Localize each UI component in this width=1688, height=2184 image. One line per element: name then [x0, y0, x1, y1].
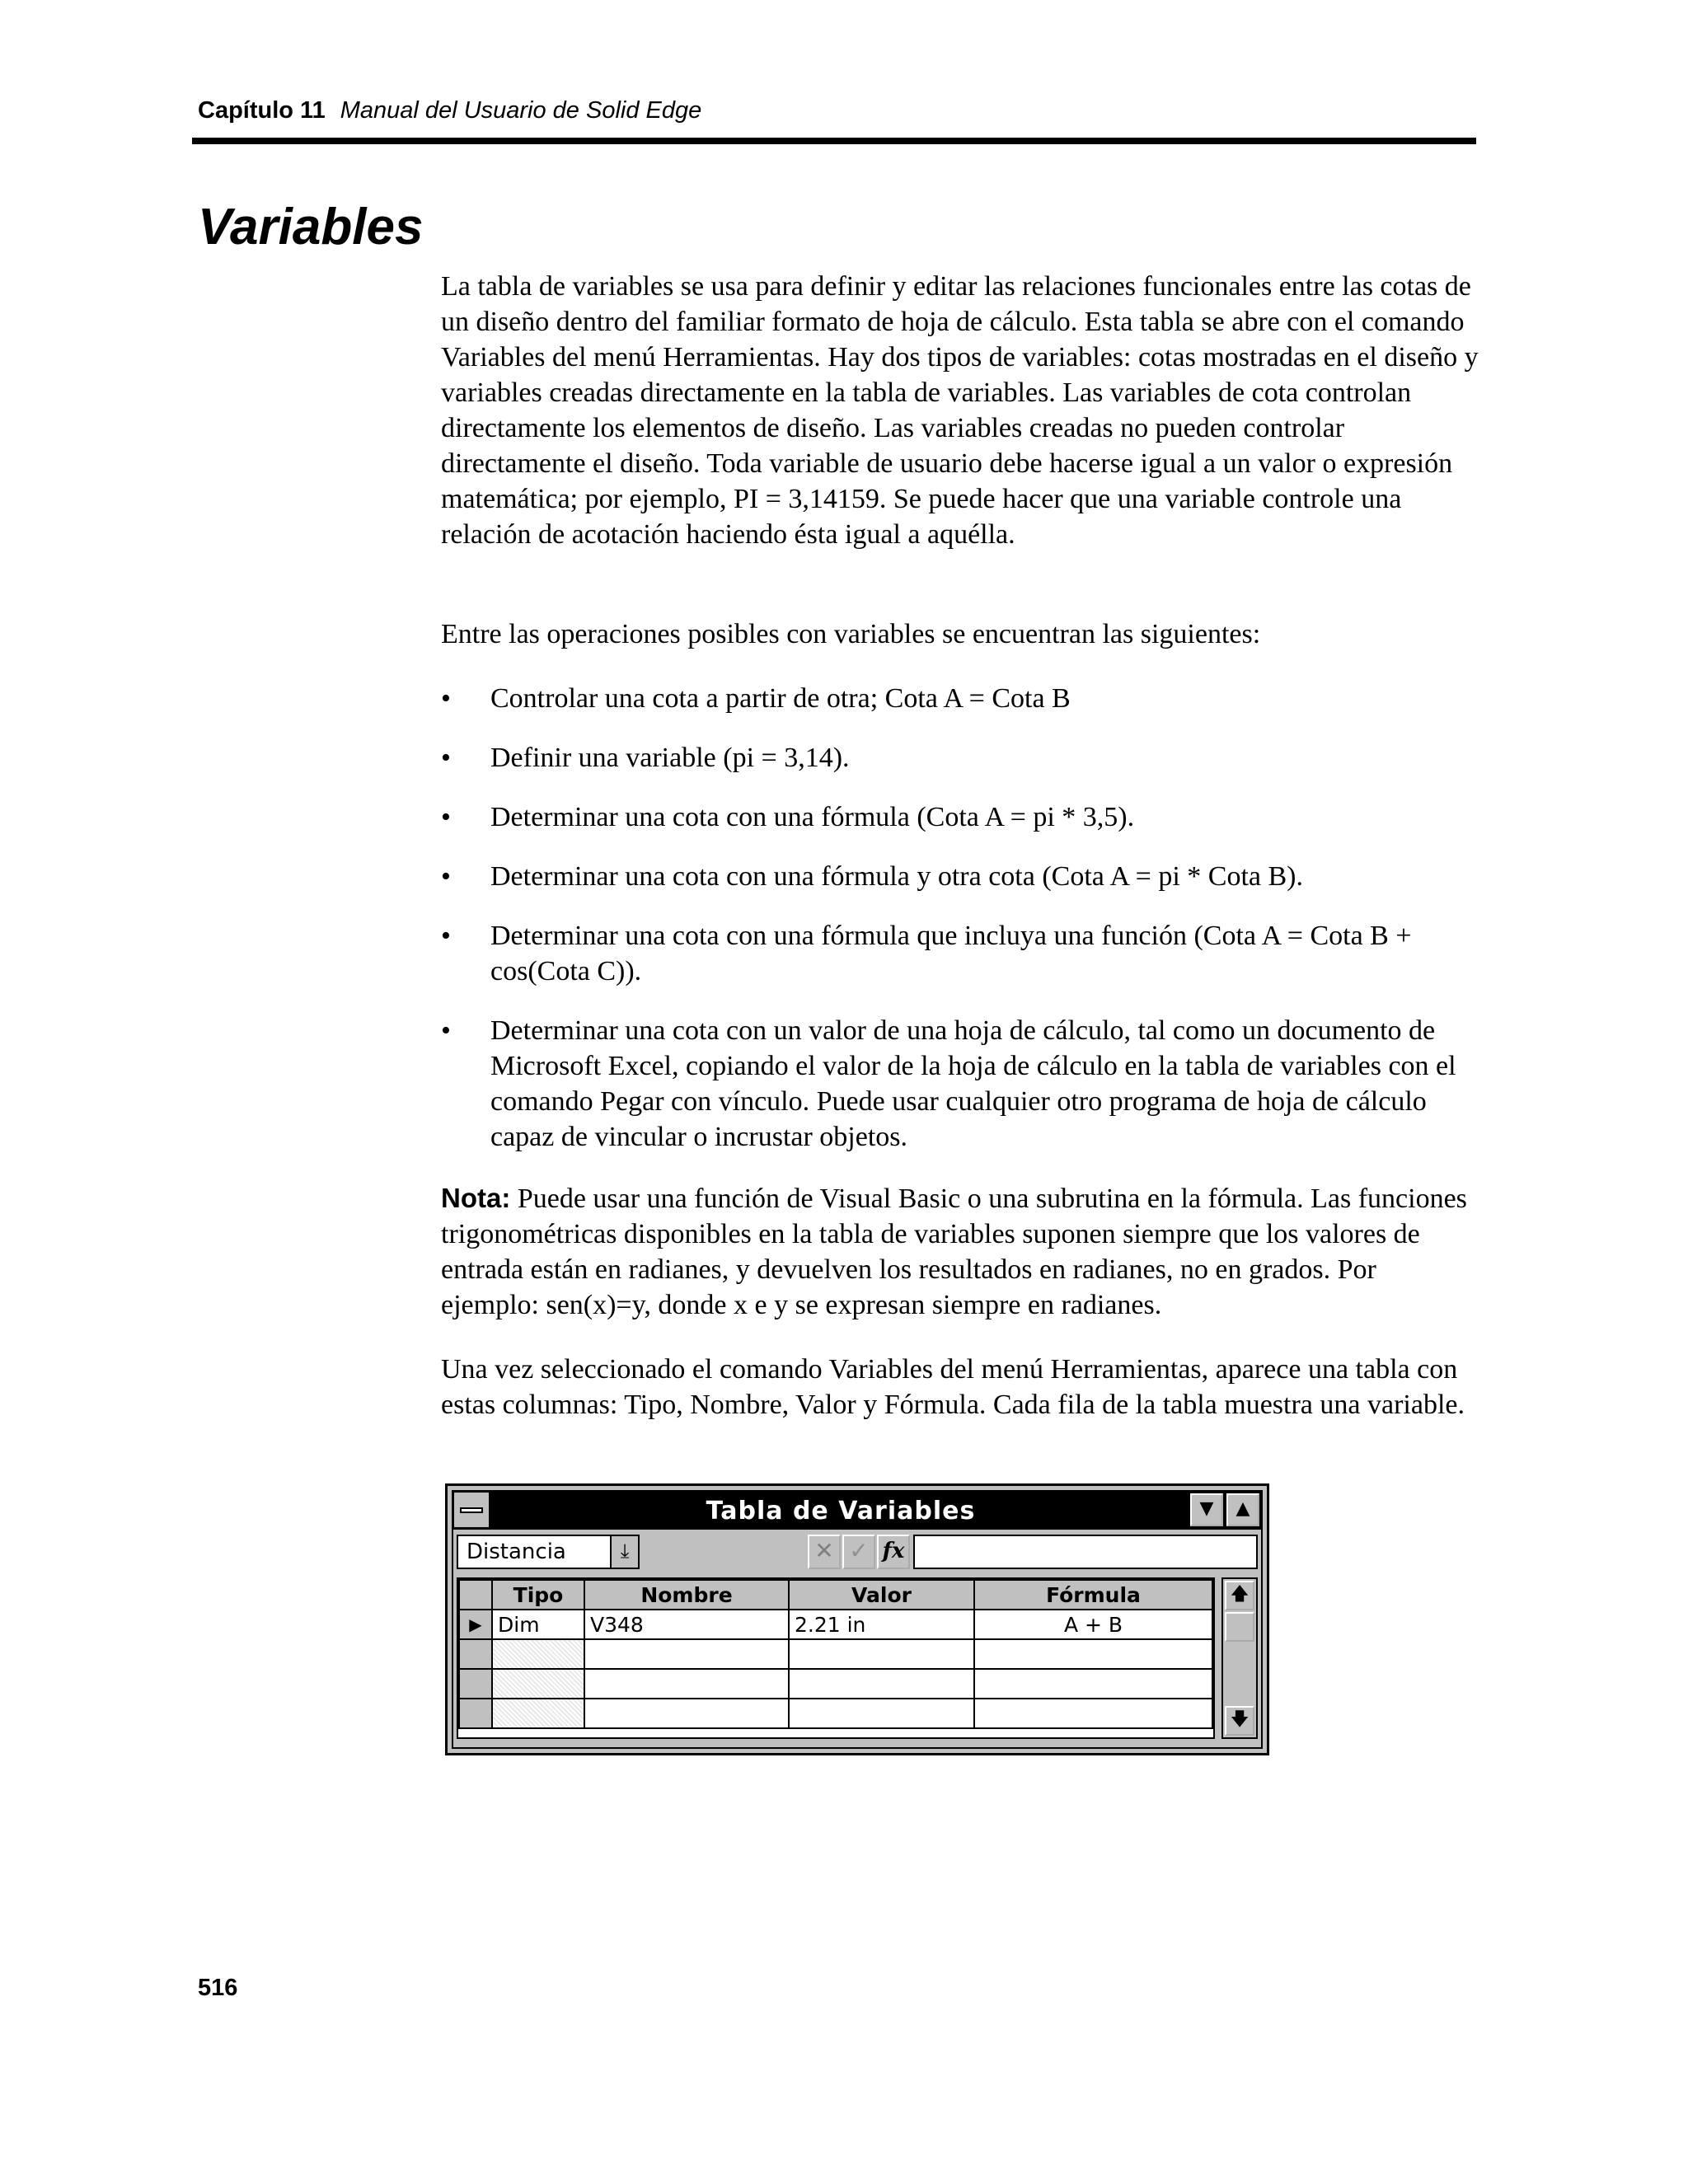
page-number: 516 [198, 1975, 238, 2001]
variables-table [458, 1579, 1213, 1729]
cell-tipo[interactable]: Dim [492, 1610, 584, 1639]
system-menu-bar [460, 1507, 483, 1513]
operations-list [441, 681, 1479, 1179]
column-header-formula[interactable]: Fórmula [974, 1580, 1212, 1610]
cell-nombre[interactable] [584, 1639, 789, 1669]
table-row[interactable] [459, 1639, 1212, 1669]
cancel-x-icon[interactable]: ✕ [808, 1535, 841, 1569]
list-item-text: Determinar una cota con una fórmula y otra cota (Cota A = pi * Cota B). [490, 861, 1303, 892]
scroll-thumb[interactable] [1225, 1612, 1254, 1642]
list-item-text: Determinar una cota con una fórmula (Cota A = pi * 3,5). [490, 802, 1135, 832]
row-header[interactable] [459, 1669, 492, 1699]
list-item [441, 1013, 1479, 1155]
list-item [441, 740, 1479, 776]
bullet-glyph: • [441, 861, 451, 892]
list-item-text: Definir una variable (pi = 3,14). [490, 743, 850, 773]
operations-intro: Entre las operaciones posibles con variables se encuentran las siguientes: [441, 619, 1261, 649]
cell-tipo[interactable] [492, 1639, 584, 1669]
maximize-icon[interactable]: ▲ [1226, 1493, 1259, 1526]
cell-valor[interactable] [789, 1639, 974, 1669]
note-label: Nota: [441, 1183, 511, 1213]
minimize-icon[interactable]: ▼ [1190, 1493, 1223, 1526]
cell-formula[interactable]: A + B [974, 1610, 1212, 1639]
list-item-text: Determinar una cota con un valor de una hoja de cálculo, tal como un documento de Microsoft Excel, copiando el valor de la hoja de cálculo en la tabla de variables con el comando Pegar con vínculo. Puede usar cualquier otro programa de hoja de cálculo capaz de vincular o incrustar objetos. [490, 1015, 1456, 1152]
note-paragraph [441, 1180, 1479, 1323]
filter-select[interactable]: Distancia [457, 1535, 613, 1569]
window-title: Tabla de Variables [706, 1497, 976, 1526]
column-header-nombre[interactable]: Nombre [584, 1580, 789, 1610]
cell-nombre[interactable] [584, 1669, 789, 1699]
cell-nombre[interactable] [584, 1699, 789, 1728]
list-item [441, 859, 1479, 894]
row-header[interactable] [459, 1639, 492, 1669]
chapter-label: Capítulo 11 [198, 97, 326, 124]
cell-tipo[interactable] [492, 1699, 584, 1728]
window-toolbar [453, 1530, 1261, 1572]
scroll-up-icon[interactable]: 🡅 [1225, 1581, 1254, 1610]
list-item [441, 799, 1479, 835]
checkmark-icon[interactable]: ✓ [842, 1535, 875, 1569]
cell-formula[interactable] [974, 1639, 1212, 1669]
column-header-tipo[interactable]: Tipo [492, 1580, 584, 1610]
variables-grid [457, 1577, 1215, 1739]
list-item [441, 681, 1479, 716]
dropdown-arrow-icon[interactable]: ⤓ [610, 1535, 640, 1569]
cell-nombre[interactable]: V348 [584, 1610, 789, 1639]
cell-formula[interactable] [974, 1699, 1212, 1728]
table-row[interactable] [459, 1610, 1212, 1639]
bullet-glyph: • [441, 1015, 451, 1046]
row-header[interactable] [459, 1699, 492, 1728]
cell-formula[interactable] [974, 1669, 1212, 1699]
scroll-down-icon[interactable]: 🡇 [1225, 1706, 1254, 1736]
table-row[interactable] [459, 1669, 1212, 1699]
page-header [198, 97, 1475, 124]
variables-table-window [445, 1483, 1269, 1755]
fx-icon[interactable]: fx [877, 1535, 910, 1569]
intro-paragraph: La tabla de variables se usa para definir y editar las relaciones funcionales entre las cotas de un diseño dentro del familiar formato de hoja de cálculo. Esta tabla se abre con el comando Variables del menú Herramientas. Hay dos tipos de variables: cotas mostradas en el diseño y variables creadas directamente en la tabla de variables. Las variables de cota controlan directamente los elementos de diseño. Las variables creadas no pueden controlar directamente el diseño. Toda variable de usuario debe hacerse igual a un valor o expresión matemática; por ejemplo, PI = 3,14159. Se puede hacer que una variable controle una relación de acotación haciendo ésta igual a aquélla. [441, 271, 1479, 550]
row-pointer-icon[interactable]: ▶ [459, 1610, 492, 1639]
corner-cell[interactable] [459, 1580, 492, 1610]
cell-valor[interactable] [789, 1669, 974, 1699]
section-title: Variables [198, 199, 424, 255]
bullet-glyph: • [441, 743, 451, 773]
column-header-valor[interactable]: Valor [789, 1580, 974, 1610]
table-header-row [459, 1580, 1212, 1610]
window-frame [452, 1490, 1263, 1749]
cell-valor[interactable]: 2.21 in [789, 1610, 974, 1639]
header-rule [192, 138, 1476, 144]
list-item-text: Controlar una cota a partir de otra; Cota A = Cota B [490, 683, 1071, 714]
formula-input[interactable] [913, 1535, 1258, 1569]
vertical-scrollbar[interactable] [1221, 1577, 1258, 1739]
bullet-glyph: • [441, 802, 451, 832]
note-text: Puede usar una función de Visual Basic o una subrutina en la fórmula. Las funciones trigonométricas disponibles en la tabla de variables suponen siempre que los valores de entrada están en radianes, y devuelven los resultados en radianes, no en grados. Por ejemplo: sen(x)=y, donde x e y se expresan siempre en radianes. [441, 1183, 1467, 1320]
bullet-glyph: • [441, 683, 451, 714]
cell-tipo[interactable] [492, 1669, 584, 1699]
window-titlebar[interactable] [453, 1492, 1261, 1530]
list-item-text: Determinar una cota con una fórmula que incluya una función (Cota A = Cota B + cos(Cota C)). [490, 921, 1412, 987]
cell-valor[interactable] [789, 1699, 974, 1728]
table-row[interactable] [459, 1699, 1212, 1728]
bullet-glyph: • [441, 921, 451, 951]
system-menu-icon[interactable] [453, 1492, 490, 1528]
book-title: Manual del Usuario de Solid Edge [340, 97, 702, 124]
list-item [441, 918, 1479, 989]
table-intro-paragraph: Una vez seleccionado el comando Variables del menú Herramientas, aparece una tabla con estas columnas: Tipo, Nombre, Valor y Fórmula. Cada fila de la tabla muestra una variable. [441, 1354, 1465, 1420]
